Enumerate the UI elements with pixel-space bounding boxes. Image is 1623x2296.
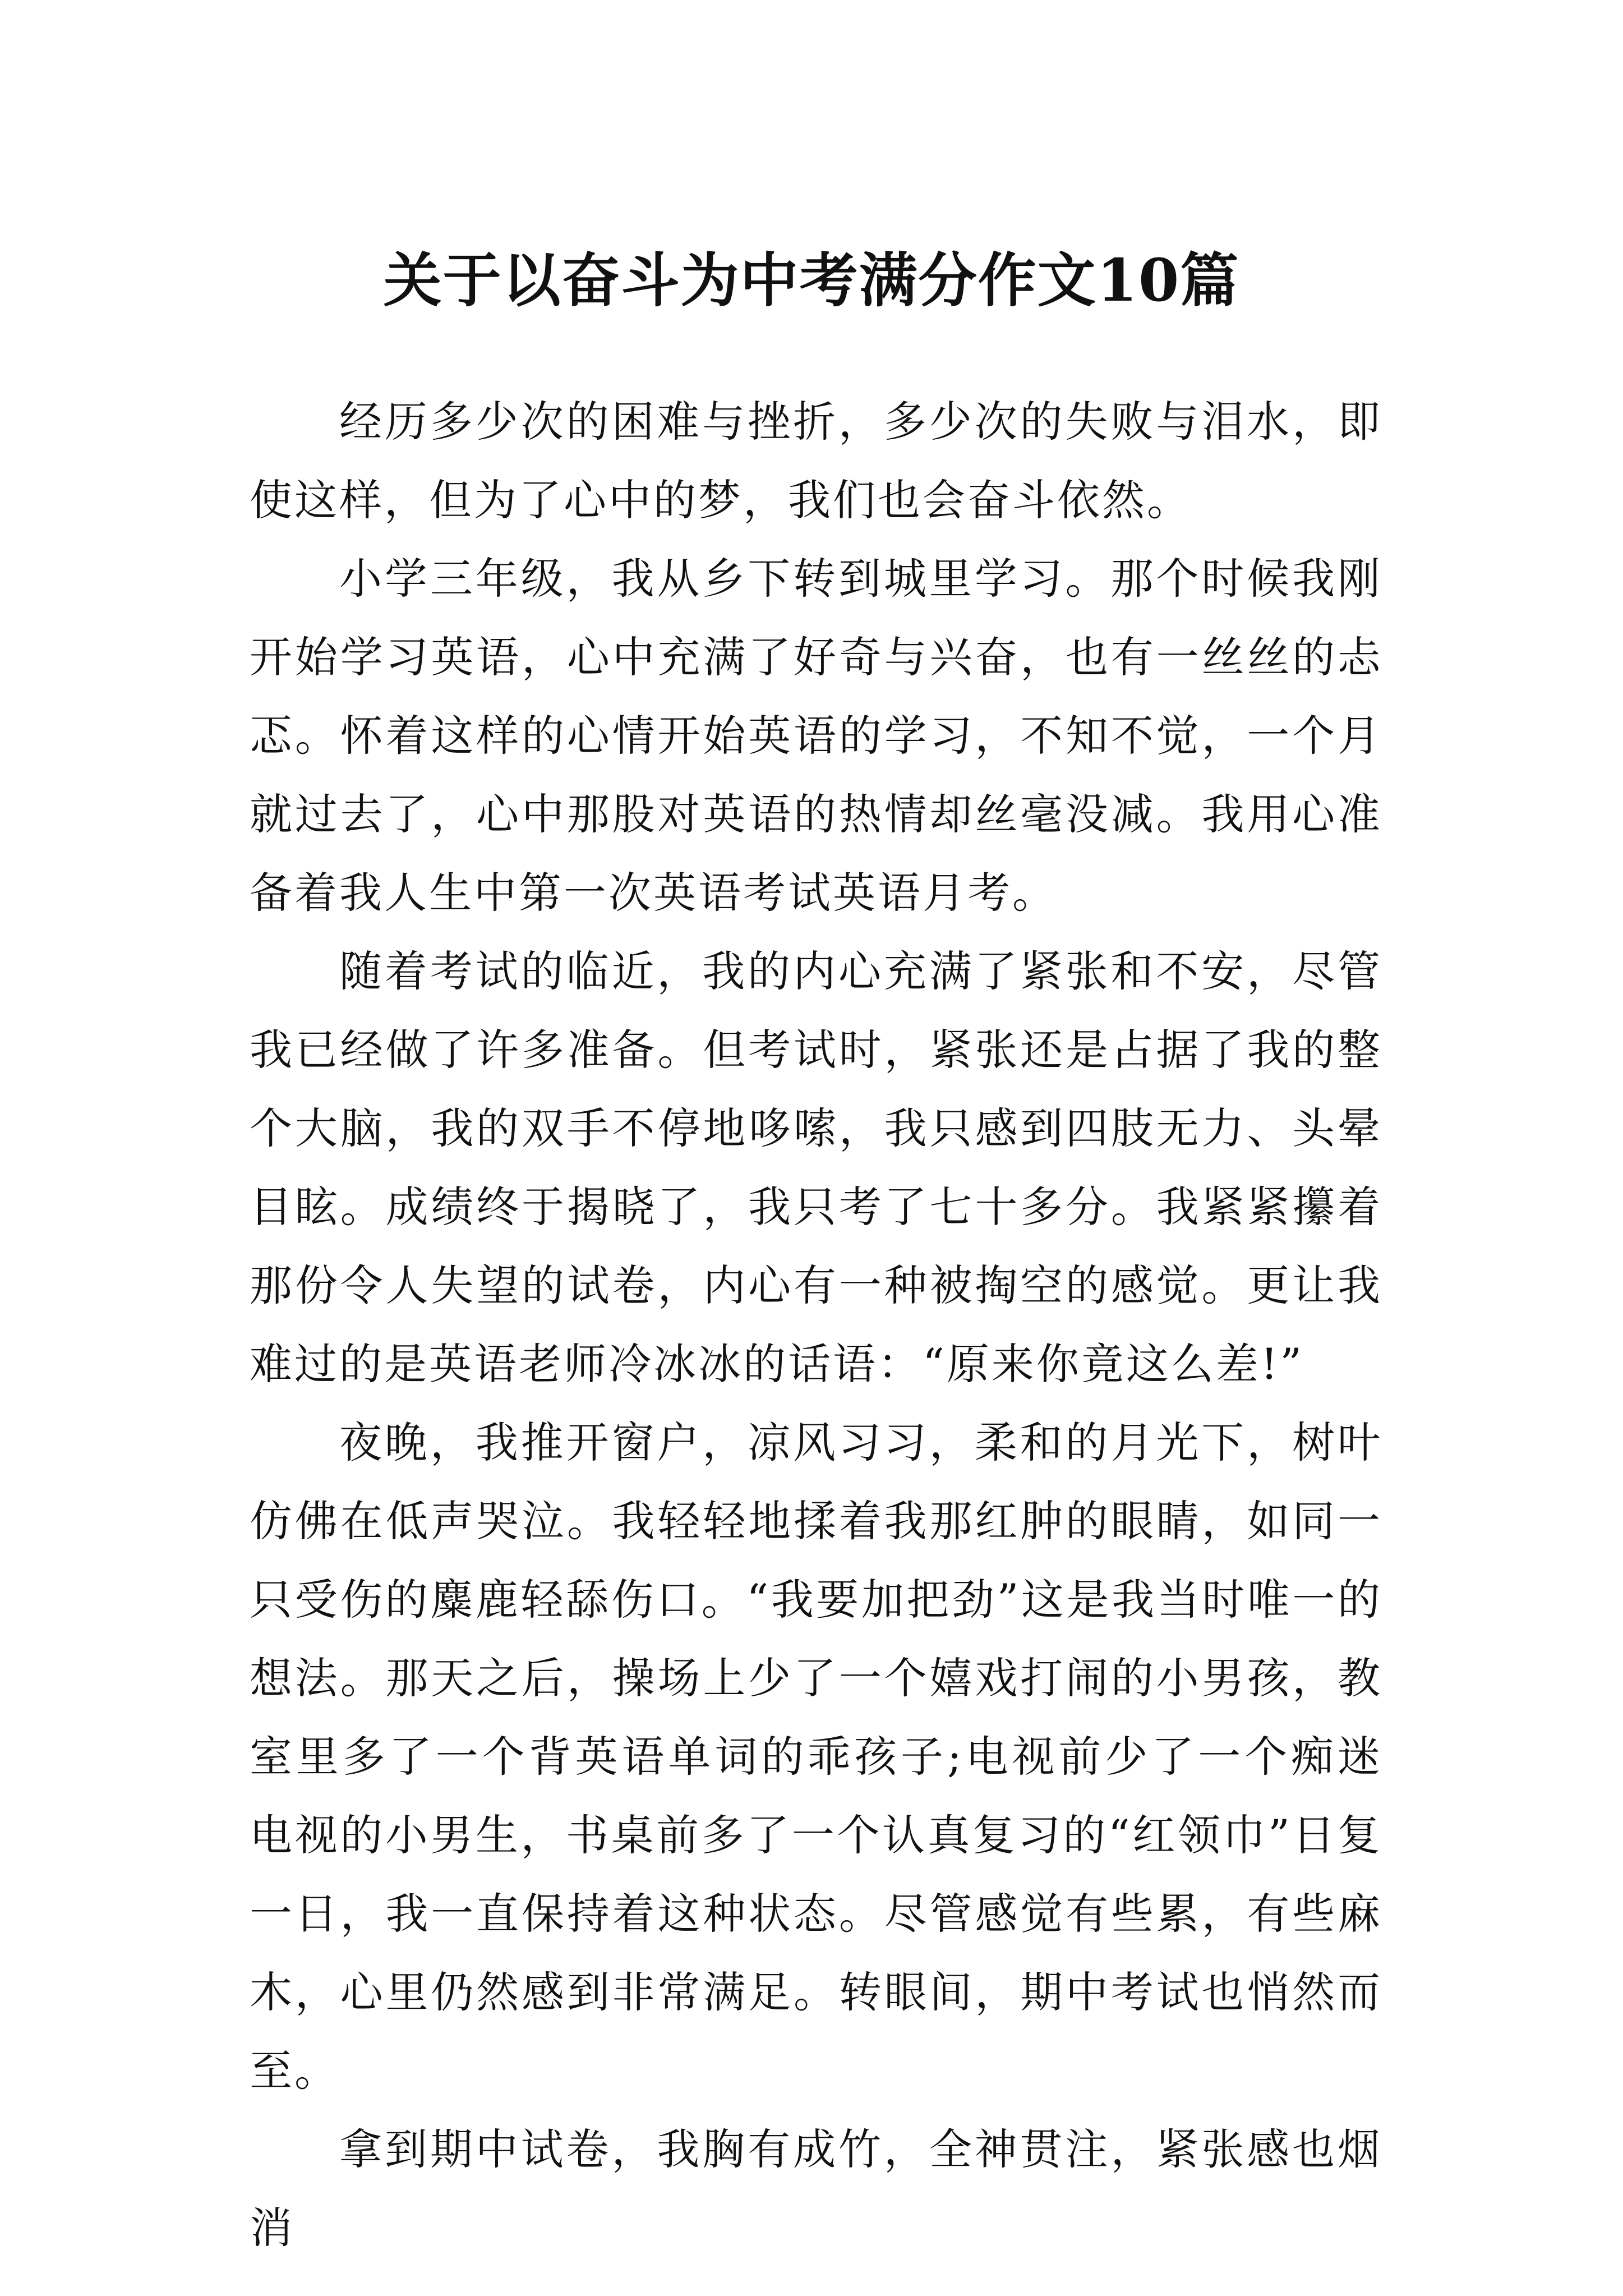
paragraph: 随着考试的临近，我的内心充满了紧张和不安，尽管我已经做了许多准备。但考试时，紧张还是占据了我的整个大脑，我的双手不停地哆嗦，我只感到四肢无力、头晕目眩。成绩终于揭晓了，我只考了七十多分。我紧紧攥着那份令人失望的试卷，内心有一种被掏空的感觉。更让我难过的是英语老师冷冰冰的话语：“原来你竟这么差!”	[250, 946, 1382, 1389]
paragraph: 拿到期中试卷，我胸有成竹，全神贯注，紧张感也烟消	[250, 2124, 1382, 2253]
paragraph: 小学三年级，我从乡下转到城里学习。那个时候我刚开始学习英语，心中充满了好奇与兴奋，也有一丝丝的忐忑。怀着这样的心情开始英语的学习，不知不觉，一个月就过去了，心中那股对英语的热情却丝毫没减。我用心准备着我人生中第一次英语考试英语月考。	[250, 554, 1382, 918]
document-body	[250, 383, 1382, 2267]
paragraph: 夜晚，我推开窗户，凉风习习，柔和的月光下，树叶仿佛在低声哭泣。我轻轻地揉着我那红肿的眼睛，如同一只受伤的麋鹿轻舔伤口。“我要加把劲”这是我当时唯一的想法。那天之后，操场上少了一个嬉戏打闹的小男孩，教室里多了一个背英语单词的乖孩子;电视前少了一个痴迷电视的小男生，书桌前多了一个认真复习的“红领巾”日复一日，我一直保持着这种状态。尽管感觉有些累，有些麻木，心里仍然感到非常满足。转眼间，期中考试也悄然而至。	[250, 1418, 1382, 2096]
document-title: 关于以奋斗为中考满分作文10篇	[383, 245, 1240, 315]
paragraph: 经历多少次的困难与挫折，多少次的失败与泪水，即使这样，但为了心中的梦，我们也会奋斗依然。	[250, 397, 1382, 525]
